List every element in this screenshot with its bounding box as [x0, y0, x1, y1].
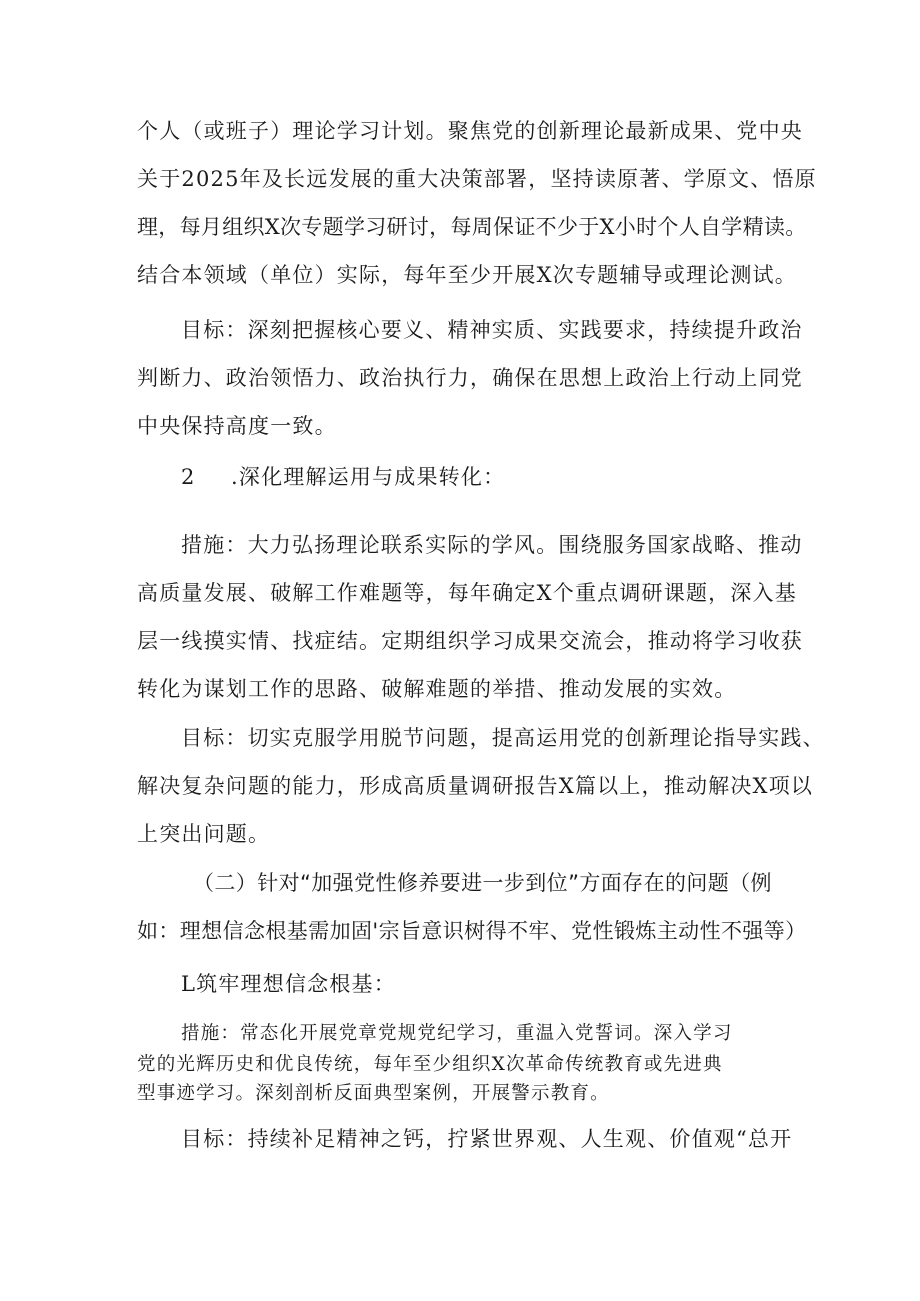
paragraph-goal-2-line-2: 解决复杂问题的能力，形成高质量调研报告X篇以上，推动解决X项以 — [137, 774, 814, 798]
section-heading-2-line-1: （二）针对“加强党性修养要进一步到位”方面存在的问题（例 — [193, 871, 772, 895]
paragraph-measures-3-line-2: 党的光辉历史和优良传统，每年至少组织X次革命传统教育或先进典 — [137, 1054, 723, 1075]
paragraph-goal-2-line-3: 上突出问题。 — [137, 822, 271, 846]
subheading-2 — [181, 463, 505, 491]
paragraph-goal-1-line-2: 判断力、政治领悟力、政治执行力，确保在思想上政治上行动上同党 — [137, 366, 803, 390]
section-heading-2-line-2: 如：理想信念根基需加固'宗旨意识树得不牢、党性锻炼主动性不强等） — [137, 919, 807, 943]
paragraph-goal-2-line-1: 目标：切实克服学用脱节问题，提高运用党的创新理论指导实践、 — [181, 726, 825, 750]
paragraph-measures-2-line-2: 高质量发展、破解工作难题等，每年确定X个重点调研课题，深入基 — [137, 581, 797, 605]
subheading-1: L筑牢理想信念根基： — [181, 972, 396, 996]
paragraph-goal-1-line-1: 目标：深刻把握核心要义、精神实质、实践要求，持续提升政治 — [181, 318, 803, 342]
subheading-2-text: .深化理解运用与成果转化： — [231, 465, 506, 489]
paragraph-plan-line-1: 个人（或班子）理论学习计划。聚焦党的创新理论最新成果、党中央 — [137, 119, 803, 143]
paragraph-plan-line-4: 结合本领域（单位）实际，每年至少开展X次专题辅导或理论测试。 — [137, 263, 797, 287]
paragraph-measures-3-line-1: 措施：常态化开展党章党规党纪学习，重温入党誓词。深入学习 — [181, 1023, 733, 1044]
paragraph-measures-3-line-3: 型事迹学习。深刻剖析反面典型案例，开展警示教育。 — [137, 1083, 610, 1104]
paragraph-plan-line-3: 理，每月组织X次专题学习研讨，每周保证不少于X小时个人自学精读。 — [137, 215, 807, 239]
subheading-2-number: 2 — [181, 465, 196, 489]
paragraph-measures-2-line-4: 转化为谋划工作的思路、破解难题的举措、推动发展的实效。 — [137, 677, 737, 701]
paragraph-measures-2-line-1: 措施：大力弘扬理论联系实际的学风。围绕服务国家战略、推动 — [181, 533, 803, 557]
paragraph-goal-1-line-3: 中央保持高度一致。 — [137, 414, 337, 438]
paragraph-goal-3-line-1: 目标：持续补足精神之钙，拧紧世界观、人生观、价值观“总开 — [181, 1127, 793, 1151]
paragraph-plan-line-2: 关于2025年及长远发展的重大决策部署，坚持读原著、学原文、悟原 — [137, 167, 817, 191]
paragraph-measures-2-line-3: 层一线摸实情、找症结。定期组织学习成果交流会，推动将学习收获 — [137, 629, 803, 653]
